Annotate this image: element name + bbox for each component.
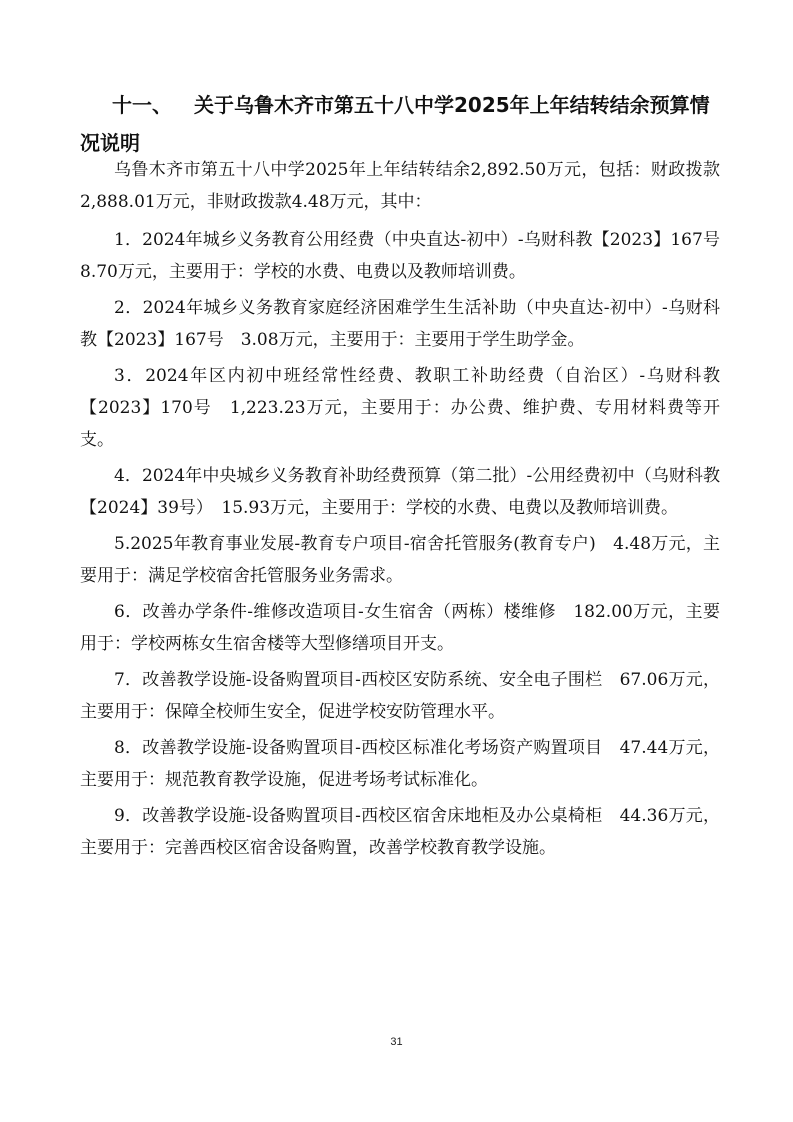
list-item: 5.2025年教育事业发展-教育专户项目-宿舍托管服务(教育专户) 4.48万元，主要用于：满足学校宿舍托管服务业务需求。 <box>80 534 720 586</box>
section-title: 关于乌鲁木齐市第五十八中学2025年上年结转结余预算情况说明 <box>80 93 710 155</box>
list-item: 3．2024年区内初中班经常性经费、教职工补助经费（自治区）-乌财科教【2023】170号 1,223.23万元，主要用于：办公费、维护费、专用材料费等开支。 <box>80 366 720 450</box>
list-item: 2．2024年城乡义务教育家庭经济困难学生生活补助（中央直达-初中）-乌财科教【2023】167号 3.08万元，主要用于：主要用于学生助学金。 <box>80 298 720 350</box>
section-heading <box>80 86 720 162</box>
list-item: 9．改善教学设施-设备购置项目-西校区宿舍床地柜及办公桌椅柜 44.36万元，主要用于：完善西校区宿舍设备购置，改善学校教育教学设施。 <box>80 806 720 858</box>
list-item: 7．改善教学设施-设备购置项目-西校区安防系统、安全电子围栏 67.06万元，主要用于：保障全校师生安全，促进学校安防管理水平。 <box>80 670 720 722</box>
list-item: 8．改善教学设施-设备购置项目-西校区标准化考场资产购置项目 47.44万元，主要用于：规范教育教学设施，促进考场考试标准化。 <box>80 738 720 790</box>
intro-paragraph: 乌鲁木齐市第五十八中学2025年上年结转结余2,892.50万元，包括：财政拨款2,888.01万元，非财政拨款4.48万元，其中： <box>80 160 720 212</box>
list-item: 4．2024年中央城乡义务教育补助经费预算（第二批）-公用经费初中（乌财科教【2024】39号） 15.93万元，主要用于：学校的水费、电费以及教师培训费。 <box>80 466 720 518</box>
document-body <box>80 154 737 868</box>
section-number: 十一、 <box>112 93 172 117</box>
list-item: 1．2024年城乡义务教育公用经费（中央直达-初中）-乌财科教【2023】167号 8.70万元，主要用于：学校的水费、电费以及教师培训费。 <box>80 230 737 282</box>
list-item: 6．改善办学条件-维修改造项目-女生宿舍（两栋）楼维修 182.00万元，主要用于：学校两栋女生宿舍楼等大型修缮项目开支。 <box>80 602 720 654</box>
page-number: 31 <box>390 1036 403 1048</box>
